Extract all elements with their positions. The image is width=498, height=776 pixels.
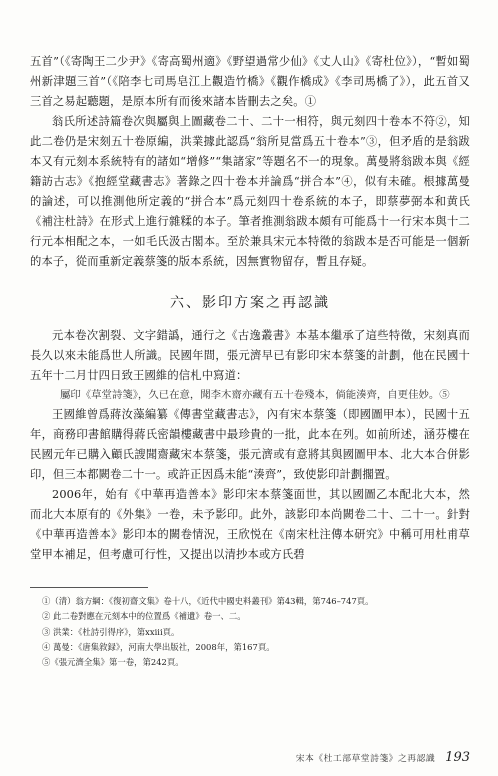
footnote: ⑤《張元濟全集》第一卷，第242頁。 <box>42 657 184 668</box>
body-paragraph: 元本卷次割裂、文字錯譌，通行之《古逸叢書》本基本繼承了這些特徵，宋刻真而長久以來未能爲世人所識。民國年間，張元濟早已有影印宋本蔡箋的計劃，他在民國十五年十二月廿四日致王國維的信札中寫道： <box>30 329 470 382</box>
running-head: 宋本《杜工部草堂詩箋》之再認識 <box>295 754 436 764</box>
page-body <box>30 52 470 670</box>
page-number: 193 <box>445 750 470 765</box>
page-footer <box>270 750 470 765</box>
footnote: ①（清）翁方綱：《復初齋文集》卷十八，《近代中國史料叢刊》第43輯，第746–747頁。 <box>42 596 374 606</box>
footnote: ② 此二卷對應在元刻本中的位置爲《補遺》卷一、二。 <box>42 611 246 622</box>
section-heading: 六、影印方案之再認識 <box>170 295 330 311</box>
footnote: ④ 萬曼：《唐集敘録》，河南大學出版社，2008年，第167頁。 <box>42 641 275 652</box>
body-paragraph: 翁氏所述詩篇卷次與屬與上圖藏卷二十、二十一相符，與元刻四十卷本不符②，知此二卷仍是宋刻五十卷原編，洪業據此認爲“翁所見當爲五十卷本”③，但矛盾的是翁跋本又有元刻本系統特有的諸如“增修”“集諸家”等題名不一的現象。萬曼將翁跋本與《經籍訪古志》《抱經堂藏書志》著錄之四十卷本并論爲“拼合本”④，似有未確。根據萬曼的論述，可以推測他所定義的“拼合本”爲元刻四十卷系統的本子，即蔡夢弼本和黄氏《補注杜詩》在形式上進行雜糅的本子。筆者推測翁跋本頗有可能爲十一行宋本與十二行元本相配之本，一如毛氏汲古閣本。至於兼具宋元本特徵的翁跋本是否可能是一個新的本子，從而重新定義蔡箋的版本系統，因無實物留存，暫且存疑。 <box>30 115 470 268</box>
body-paragraph: 2006年，始有《中華再造善本》影印宋本蔡箋面世，其以國圖乙本配北大本，然而北大本原有的《外集》一卷，未予影印。此外，該影印本尚闕卷二十、二十一。針對《中華再造善本》影印本的闕卷情況，王欣悦在《南宋杜注傳本研究》中稱可用杜甫草堂甲本補足，但考慮可行性，又提出以清抄本或方氏碧 <box>30 488 470 561</box>
block-quote: 屬印《草堂詩箋》，久已在意，聞李木齋亦藏有五十卷殘本，倘能湊齊，自更佳妙。⑤ <box>60 389 450 401</box>
footnote: ③ 洪業：《杜詩引得序》，第xxiii頁。 <box>42 626 180 637</box>
body-paragraph: 五首”（《寄陶王二少尹》《寄高蜀州適》《野望過常少仙》《丈人山》《寄杜位》），“暫如蜀州新津題三首”（《陪李七司馬皂江上觀造竹橋》《觀作橋成》《李司馬橋了》），此五首又三首之易起聽題，是原本所有而後來諸本皆刪去之矣。① <box>30 55 470 108</box>
footnote-separator <box>30 587 148 588</box>
body-paragraph: 王國維曾爲蔣汝藻編纂《傳書堂藏書志》，內有宋本蔡箋（即國圖甲本），民國十五年，商務印書館購得蔣氏密韻樓藏書中最珍貴的一批，此本在列。如前所述，涵芬樓在民國元年已購入顧氏謏聞齋藏宋本蔡箋，張元濟或有意將其與國圖甲本、北大本合併影印，但三本都闕卷二十一。或許正因爲未能“湊齊”，致使影印計劃擱置。 <box>30 408 470 481</box>
